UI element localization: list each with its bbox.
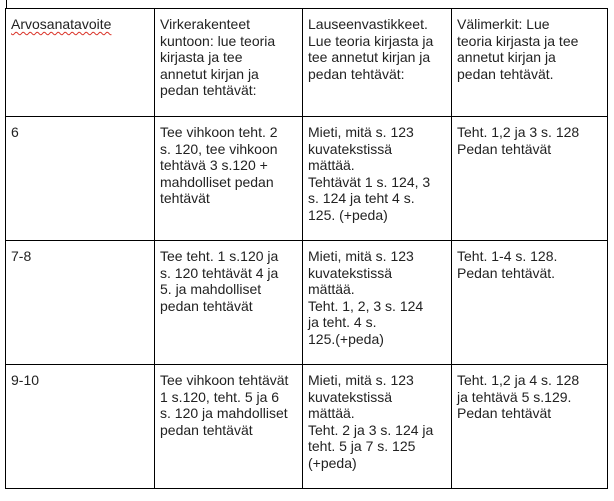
header-cell-valimerkit[interactable]: Välimerkit: Lue teoria kirjasta ja tee annetut kirjan ja pedan tehtävät. <box>452 9 608 117</box>
assignment-table <box>5 8 608 489</box>
table-row <box>6 117 608 241</box>
virkerakenteet-cell[interactable]: Tee teht. 1 s.120 ja s. 120 tehtävät 4 ja 5. ja mahdolliset pedan tehtävät <box>155 241 303 365</box>
table-row <box>6 241 608 365</box>
header-cell-grade-target[interactable] <box>6 9 155 117</box>
valimerkit-cell[interactable]: Teht. 1,2 ja 3 s. 128 Pedan tehtävät <box>452 117 608 241</box>
lauseenvastikkeet-cell[interactable]: Mieti, mitä s. 123 kuvatekstissä mättää. Tehtävät 1 s. 124, 3 s. 124 ja teht 4 s. 125. (+peda) <box>303 117 452 241</box>
grade-cell[interactable]: 6 <box>6 117 155 241</box>
text-cursor <box>6 0 7 8</box>
lauseenvastikkeet-cell[interactable]: Mieti, mitä s. 123 kuvatekstissä mättää. Teht. 1, 2, 3 s. 124 ja teht. 4 s. 125.(+peda) <box>303 241 452 365</box>
header-cell-lauseenvastikkeet[interactable]: Lauseenvastikkeet. Lue teoria kirjasta ja tee annetut kirjan ja pedan tehtävät: <box>303 9 452 117</box>
table-header-row <box>6 9 608 117</box>
virkerakenteet-cell[interactable]: Tee vihkoon teht. 2 s. 120, tee vihkoon tehtävä 3 s.120 + mahdolliset pedan tehtävät <box>155 117 303 241</box>
valimerkit-cell[interactable]: Teht. 1-4 s. 128. Pedan tehtävät. <box>452 241 608 365</box>
valimerkit-cell[interactable]: Teht. 1,2 ja 4 s. 128 ja tehtävä 5 s.129. Pedan tehtävät <box>452 365 608 489</box>
grade-cell[interactable]: 7-8 <box>6 241 155 365</box>
grade-cell[interactable]: 9-10 <box>6 365 155 489</box>
virkerakenteet-cell[interactable]: Tee vihkoon tehtävät 1 s.120, teht. 5 ja 6 s. 120 ja mahdolliset pedan tehtävät <box>155 365 303 489</box>
header-cell-virkerakenteet[interactable]: Virkerakenteet kuntoon: lue teoria kirjasta ja tee annetut kirjan ja pedan tehtävät: <box>155 9 303 117</box>
header-grade-target-text: Arvosanatavoite <box>11 16 112 32</box>
table-row <box>6 365 608 489</box>
lauseenvastikkeet-cell[interactable]: Mieti, mitä s. 123 kuvatekstissä mättää. Teht. 2 ja 3 s. 124 ja teht. 5 ja 7 s. 125 (+peda) <box>303 365 452 489</box>
